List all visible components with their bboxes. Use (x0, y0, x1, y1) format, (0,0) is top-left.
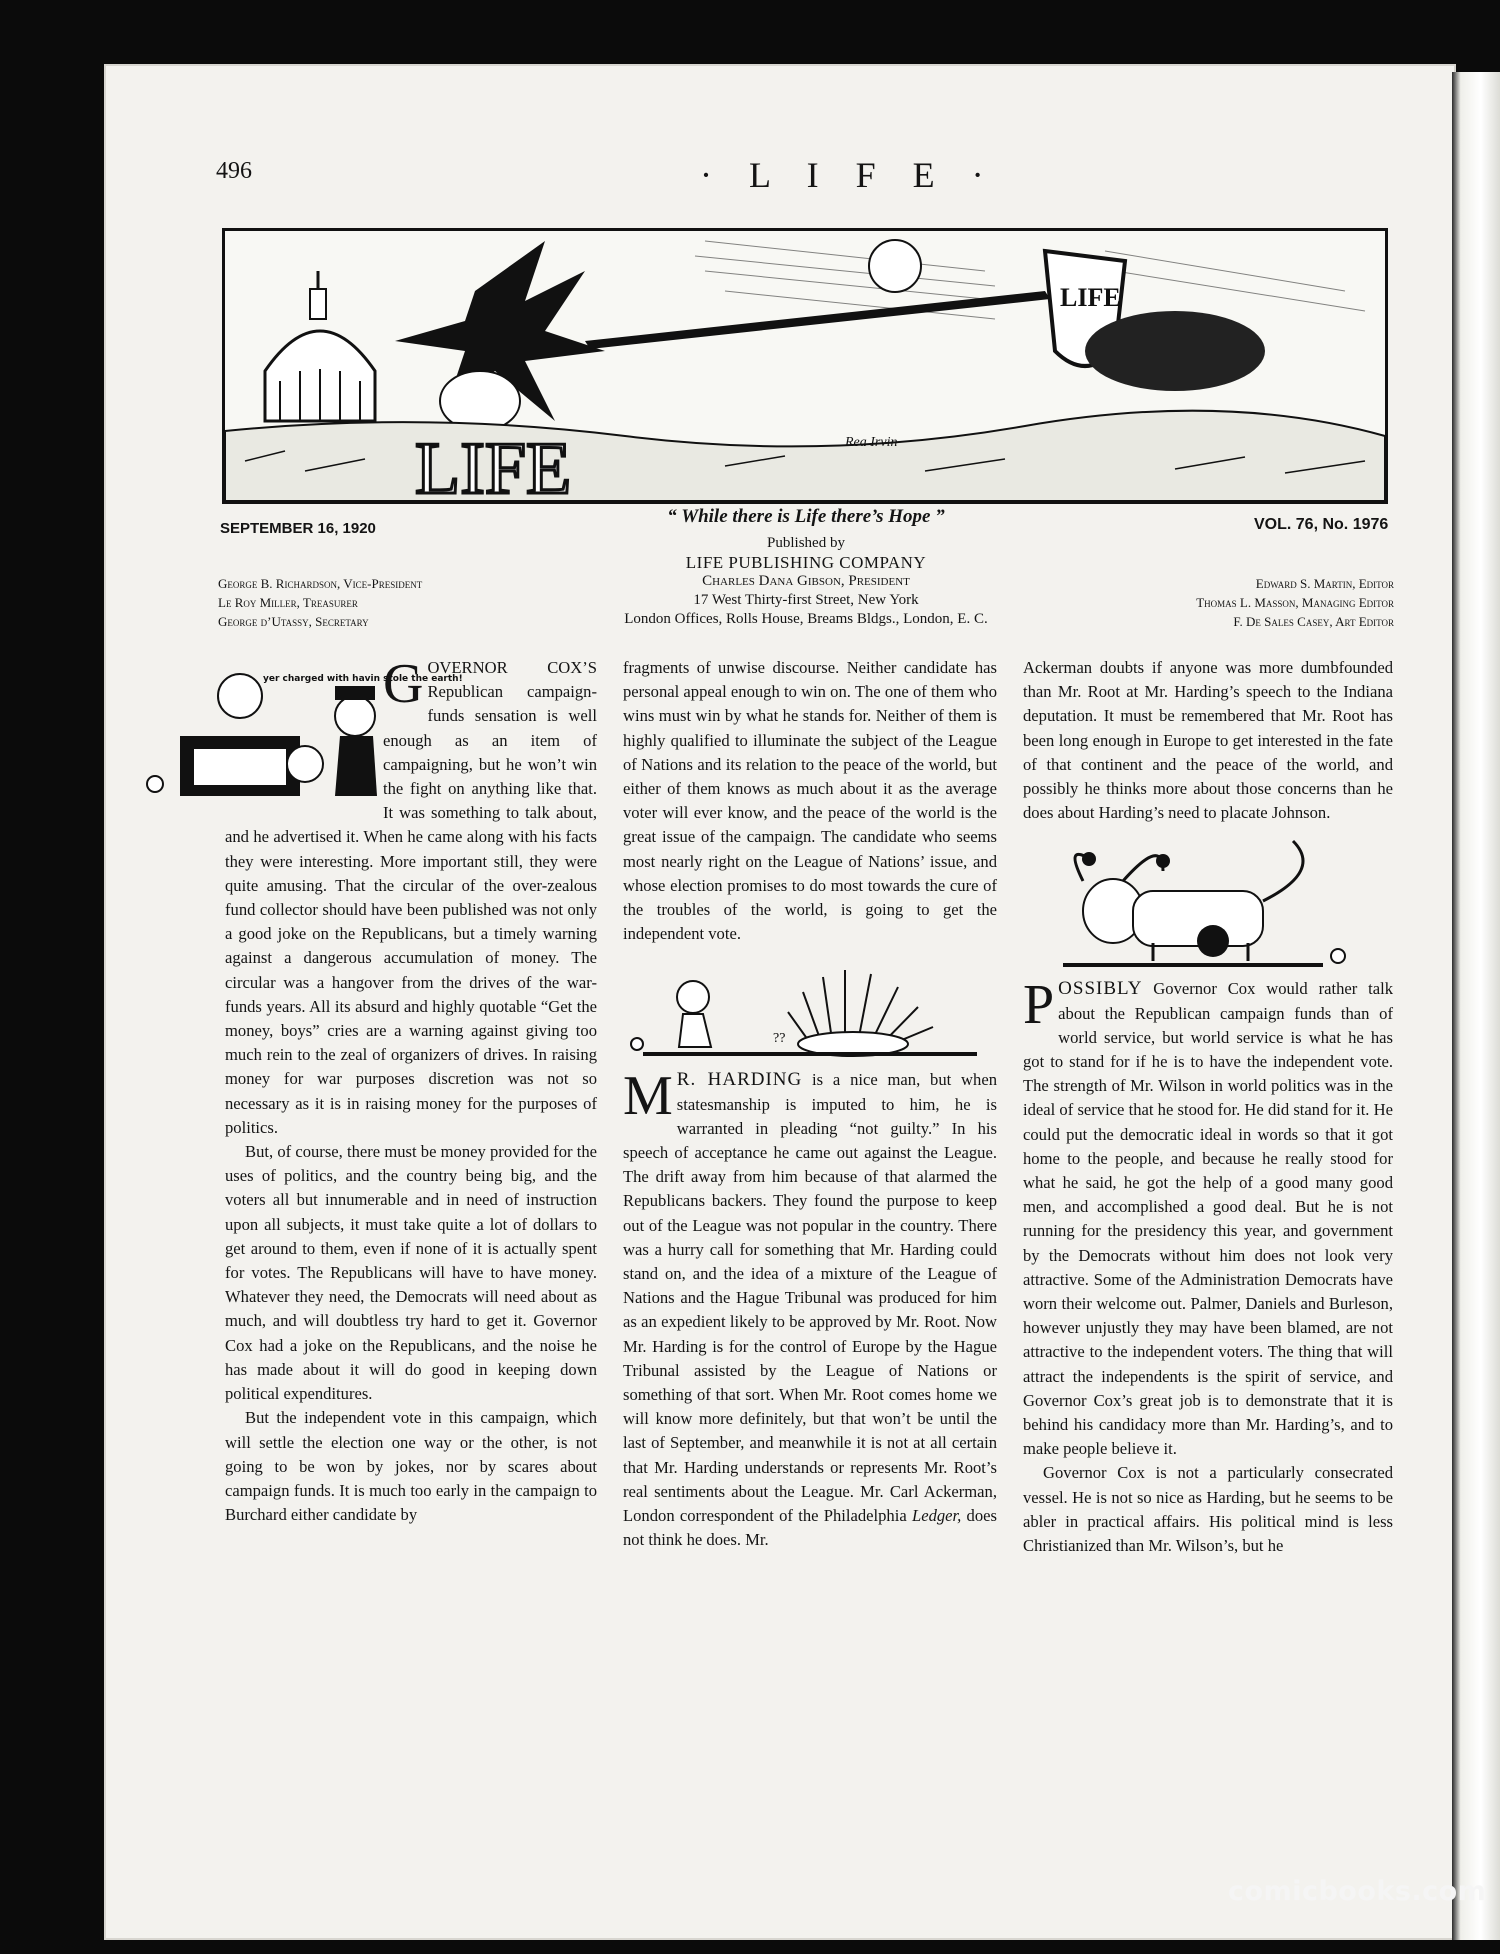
publisher-block (560, 534, 1052, 629)
paragraph: fragments of unwise discourse. Neither candidate has personal appeal enough to win on. The one of them who wins must win by what he stands for. Neither of them is highly qualified to illuminate the subject of the League of Nations and its relation to the peace of the world, but either of them knows as much about it as the average voter will ever know, and the peace of the world is the great issue of the campaign. The candidate who seems most nearly right on the League of Nations’ issue, and whose election promises to do most towards the cure of the troubles of the world, is going to get the independent vote. (623, 658, 997, 944)
editors-list (1090, 574, 1394, 631)
volume-number: VOL. 76, No. 1976 (1254, 516, 1389, 533)
paragraph-text: does not think he does. Mr. (623, 1506, 997, 1550)
drop-cap: P (1023, 974, 1055, 1037)
cartoon-policeman-illustration (145, 656, 463, 806)
cartoon-porcupine-illustration (623, 952, 997, 1062)
paragraph-text: OVERNOR COX’S Republican campaign-funds sensation is well enough as an item of campaigning, but he won’t win the fight on anything like that. It was something to talk about, and he advertised it. When he came along with his facts they were interesting. More important still, they were quite amusing. That the circular of the over-zealous fund collector should have been published was not only a good joke on the Republicans, but a timely warning against a dangerous accumulation of money. The circular was a hangover from the drives of the war-funds years. All its absurd and highly quotable “Get the money, boys” cries are a warning against giving too much rein to the zeal of organizers of drives. In raising money for war purposes discretion was not so necessary as it is in raising money for the purposes of politics. (225, 658, 597, 1137)
lead-capitals: R. HARDING (676, 1069, 803, 1091)
life-logo-lettering: LIFE (415, 428, 572, 510)
masthead-title: · L I F E · (700, 155, 998, 195)
page-edge-curl (1452, 72, 1500, 1940)
cartoon-speech-text: yer charged with havin stole the earth! (263, 674, 463, 684)
editor-line: Thomas L. Masson, Managing Editor (1196, 595, 1394, 610)
paragraph: But, of course, there must be money provided for the uses of politics, and the country being big, and the voters all but innumerable and in need of instruction upon all subjects, it must take quite a lot of dollars to get around to them, even if none of it is actually spent for votes. The Republicans will have to have money. Whatever they need, the Democrats will need about as much, and will doubtless try hard to get it. Governor Cox had a joke on the Republicans, and the noise he has made about it will do good in keeping down political expenditures. (225, 1142, 597, 1404)
editor-line: Edward S. Martin, Editor (1255, 576, 1394, 591)
paragraph-text: Governor Cox would rather talk about the Republican campaign funds than of world service, but world service is what he has got to stand for if he is to have the independent vote. The strength of Mr. Wilson in world politics was in the ideal of service that he stood for. He did stand for it. He could put the democratic ideal in words so that it got home to the people, and because he really stood for what he said, he got the help of a good many good men, and accomplished a good deal. But he is not running for the presidency this year, and government by the Democrats without him does not look very attractive. Some of the Administration Democrats have worn their welcome out. Palmer, Daniels and Burleson, however unjustly they may have been blamed, are not attractive to the independent voters. The thing that will attract the independents is the spirit of service, and Governor Cox’s great job is to demonstrate that it is behind his candidacy more than Mr. Harding’s, and to make people believe it. (1023, 979, 1393, 1459)
drop-cap: M (623, 1065, 673, 1128)
address-line: 17 West Thirty-first Street, New York (693, 592, 919, 608)
company-name: LIFE PUBLISHING COMPANY (685, 553, 927, 572)
published-by: Published by (767, 535, 845, 551)
paragraph: But the independent vote in this campaign, which will settle the election one way or the other, is not going to be won by jokes, nor by scares about campaign funds. It is much too early in the campaign to Burchard either candidate by (225, 1408, 597, 1525)
cartoon-cow-illustration (1023, 831, 1393, 971)
article-column-3 (1023, 656, 1393, 1558)
lead-capitals: OSSIBLY (1058, 978, 1143, 1000)
paragraph (1023, 974, 1393, 1461)
site-watermark: comicbooks.com (1228, 1876, 1487, 1907)
cartoon-question-marks: ?? (773, 1031, 786, 1047)
issue-date: SEPTEMBER 16, 1920 (220, 520, 376, 537)
article-column-2 (623, 656, 997, 1553)
shield-logo-text: LIFE (1060, 283, 1121, 312)
london-office-line: London Offices, Rolls House, Breams Bldgs., London, E. C. (624, 611, 988, 627)
officers-list (218, 574, 422, 631)
paragraph: Ackerman doubts if anyone was more dumbfounded than Mr. Root at Mr. Harding’s speech to the Indiana deputation. It must be remembered that Mr. Root has been long enough in Europe to get interested in the fate of that continent and the peace of the world, and possibly he thinks more about those concerns than he does about Harding’s need to placate Johnson. (1023, 658, 1393, 823)
paragraph-text: is a nice man, but when statesmanship is imputed to him, he is warranted in pleading “not guilty.” In his speech of acceptance he came out against the League. The drift away from him because of that alarmed the Republicans backers. They found the purpose to keep out of the League was not popular in the country. There was a hurry call for something that Mr. Harding could stand on, and the idea of a mixture of the League of Nations and the Hague Tribunal was produced for him as an expedient likely to be approved by Mr. Root. Now Mr. Harding is for the control of Europe by the Hague Tribunal assisted by the League of Nations or something of that sort. When Mr. Root comes home we will know more definitely, but that won’t be until the last of September, and meanwhile it is not at all certain that Mr. Harding understands or represents Mr. Root’s real sentiments about the League. Mr. Carl Ackerman, London correspondent of the Philadelphia (623, 1070, 997, 1526)
motto: “ While there is Life there’s Hope ” (667, 506, 945, 527)
officer-line: George d’Utassy, Secretary (218, 614, 369, 629)
banner-drawing (225, 231, 1385, 510)
masthead-banner-illustration (222, 228, 1388, 510)
page-number: 496 (216, 158, 252, 184)
paragraph (623, 1065, 997, 1552)
officer-line: George B. Richardson, Vice-President (218, 576, 423, 591)
artist-signature: Rea Irvin (845, 435, 898, 450)
drop-cap: G (383, 653, 424, 715)
president-line: Charles Dana Gibson, President (702, 573, 910, 589)
editor-line: F. De Sales Casey, Art Editor (1233, 614, 1394, 629)
newspaper-name: Ledger, (911, 1506, 962, 1526)
paragraph: Governor Cox is not a particularly consecrated vessel. He is not so nice as Harding, but he seems to be abler in practical affairs. His political mind is less Christianized than Mr. Wilson’s, but he (1023, 1463, 1393, 1556)
officer-line: Le Roy Miller, Treasurer (218, 595, 358, 610)
article-column-1 (225, 653, 597, 1527)
